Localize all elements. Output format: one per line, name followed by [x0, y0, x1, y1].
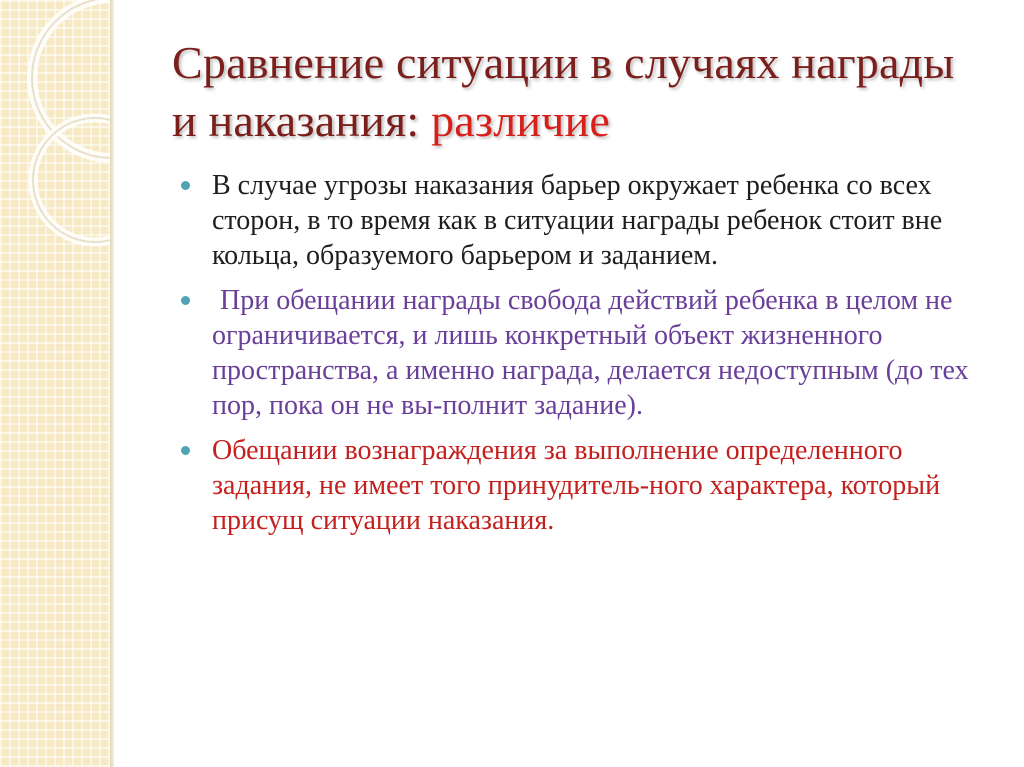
- bullet-marker-icon: [181, 296, 190, 305]
- slide-title: [172, 34, 972, 150]
- bullet-item: [178, 283, 998, 423]
- bullet-item: [178, 433, 998, 538]
- sidebar-divider: [110, 0, 114, 767]
- bullet-text: При обещании награды свобода действий ребенка в целом не ограничивается, и лишь конкретный объект жизненного пространства, а именно награда, делается недоступным (до тех пор, пока он не вы-полнит задание).: [212, 285, 969, 421]
- bullet-item: [178, 168, 998, 273]
- bullet-list: [178, 168, 998, 548]
- slide-title-accent: различие: [431, 95, 611, 146]
- bullet-text: В случае угрозы наказания барьер окружает ребенка со всех сторон, в то время как в ситуации награды ребенок стоит вне кольца, образуемого барьером и заданием.: [212, 170, 943, 271]
- decorative-ring-large: [0, 0, 112, 220]
- bullet-text: Обещании вознаграждения за выполнение определенного задания, не имеет того принудитель-ного характера, который присущ ситуации наказания.: [212, 435, 941, 536]
- bullet-marker-icon: [181, 181, 190, 190]
- decorative-sidebar: [0, 0, 112, 767]
- slide-title-main: Сравнение ситуации в случаях награды и наказания:: [172, 37, 955, 146]
- bullet-marker-icon: [181, 446, 190, 455]
- decorative-ring-small: [0, 100, 112, 300]
